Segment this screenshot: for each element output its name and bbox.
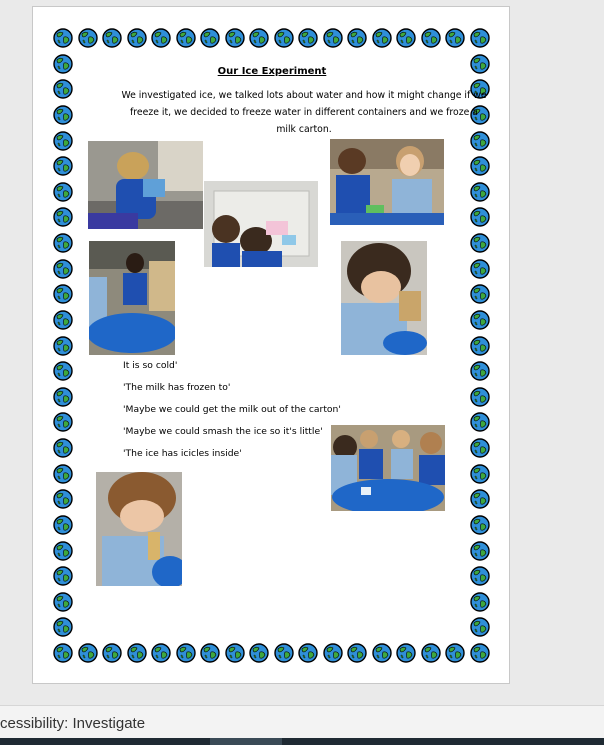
globe-icon <box>470 617 490 637</box>
globe-icon <box>53 361 73 381</box>
globe-icon <box>445 643 465 663</box>
globe-icon <box>470 412 490 432</box>
globe-icon <box>470 361 490 381</box>
globe-icon <box>470 566 490 586</box>
globe-icon <box>470 489 490 509</box>
globe-icon <box>470 310 490 330</box>
accessibility-status[interactable]: cessibility: Investigate <box>0 715 146 732</box>
globe-icon <box>347 643 367 663</box>
globe-icon <box>176 643 196 663</box>
globe-icon <box>470 233 490 253</box>
globe-icon <box>102 643 122 663</box>
globe-icon <box>470 284 490 304</box>
document-title: Our Ice Experiment <box>217 66 327 77</box>
photo-freezer <box>204 181 318 267</box>
photo-boy-close-up <box>341 241 427 355</box>
globe-icon <box>53 438 73 458</box>
globe-icon <box>470 515 490 535</box>
globe-icon <box>470 28 490 48</box>
globe-icon <box>470 156 490 176</box>
quote-line: 'The milk has frozen to' <box>123 382 231 393</box>
globe-icon <box>470 387 490 407</box>
globe-icon <box>53 566 73 586</box>
globe-icon <box>53 54 73 74</box>
globe-icon <box>470 592 490 612</box>
globe-icon <box>470 438 490 458</box>
document-page <box>32 6 510 684</box>
quote-line: It is so cold' <box>123 360 178 371</box>
photo-two-children <box>330 139 444 225</box>
globe-icon <box>470 464 490 484</box>
globe-icon <box>445 28 465 48</box>
globe-icon <box>249 643 269 663</box>
globe-icon <box>176 28 196 48</box>
globe-icon <box>298 28 318 48</box>
globe-icon <box>274 28 294 48</box>
globe-icon <box>53 617 73 637</box>
globe-icon <box>298 643 318 663</box>
taskbar <box>0 738 604 745</box>
globe-icon <box>225 643 245 663</box>
globe-icon <box>323 28 343 48</box>
globe-icon <box>53 105 73 125</box>
photo-boy-with-bottle <box>96 472 182 586</box>
globe-icon <box>470 643 490 663</box>
globe-icon <box>323 643 343 663</box>
status-bar <box>0 705 604 739</box>
globe-icon <box>127 643 147 663</box>
document-intro: We investigated ice, we talked lots about water and how it might change if we freeze it, we decided to freeze water in different containers and we froze a milk carton. <box>121 90 487 135</box>
photo-girl-at-water-tray <box>89 241 175 355</box>
globe-icon <box>53 592 73 612</box>
globe-icon <box>127 28 147 48</box>
globe-icon <box>372 28 392 48</box>
globe-icon <box>470 207 490 227</box>
globe-icon <box>53 310 73 330</box>
globe-icon <box>151 28 171 48</box>
globe-icon <box>151 643 171 663</box>
globe-icon <box>470 259 490 279</box>
taskbar-active-item[interactable] <box>210 738 282 745</box>
globe-icon <box>53 131 73 151</box>
globe-icon <box>53 259 73 279</box>
globe-icon <box>396 643 416 663</box>
globe-icon <box>53 515 73 535</box>
globe-icon <box>421 643 441 663</box>
globe-icon <box>53 387 73 407</box>
globe-icon <box>53 336 73 356</box>
globe-icon <box>78 643 98 663</box>
globe-icon <box>347 28 367 48</box>
globe-icon <box>249 28 269 48</box>
globe-icon <box>53 489 73 509</box>
globe-icon <box>421 28 441 48</box>
globe-icon <box>53 207 73 227</box>
globe-icon <box>372 643 392 663</box>
globe-icon <box>470 182 490 202</box>
globe-icon <box>53 79 73 99</box>
globe-icon <box>225 28 245 48</box>
globe-icon <box>470 54 490 74</box>
globe-icon <box>200 28 220 48</box>
globe-icon <box>53 643 73 663</box>
globe-icon <box>470 541 490 561</box>
photo-child-at-table <box>88 141 203 229</box>
quote-line: 'Maybe we could get the milk out of the carton' <box>123 404 341 415</box>
quote-line: 'Maybe we could smash the ice so it's little' <box>123 426 323 437</box>
globe-icon <box>53 464 73 484</box>
globe-icon <box>53 284 73 304</box>
globe-icon <box>102 28 122 48</box>
globe-icon <box>53 233 73 253</box>
globe-icon <box>78 28 98 48</box>
globe-icon <box>396 28 416 48</box>
globe-icon <box>274 643 294 663</box>
globe-icon <box>53 541 73 561</box>
globe-icon <box>53 412 73 432</box>
globe-icon <box>53 28 73 48</box>
globe-icon <box>53 156 73 176</box>
globe-icon <box>200 643 220 663</box>
photo-group-at-water-tray <box>331 425 445 511</box>
quote-line: 'The ice has icicles inside' <box>123 448 242 459</box>
globe-icon <box>470 336 490 356</box>
globe-icon <box>53 182 73 202</box>
